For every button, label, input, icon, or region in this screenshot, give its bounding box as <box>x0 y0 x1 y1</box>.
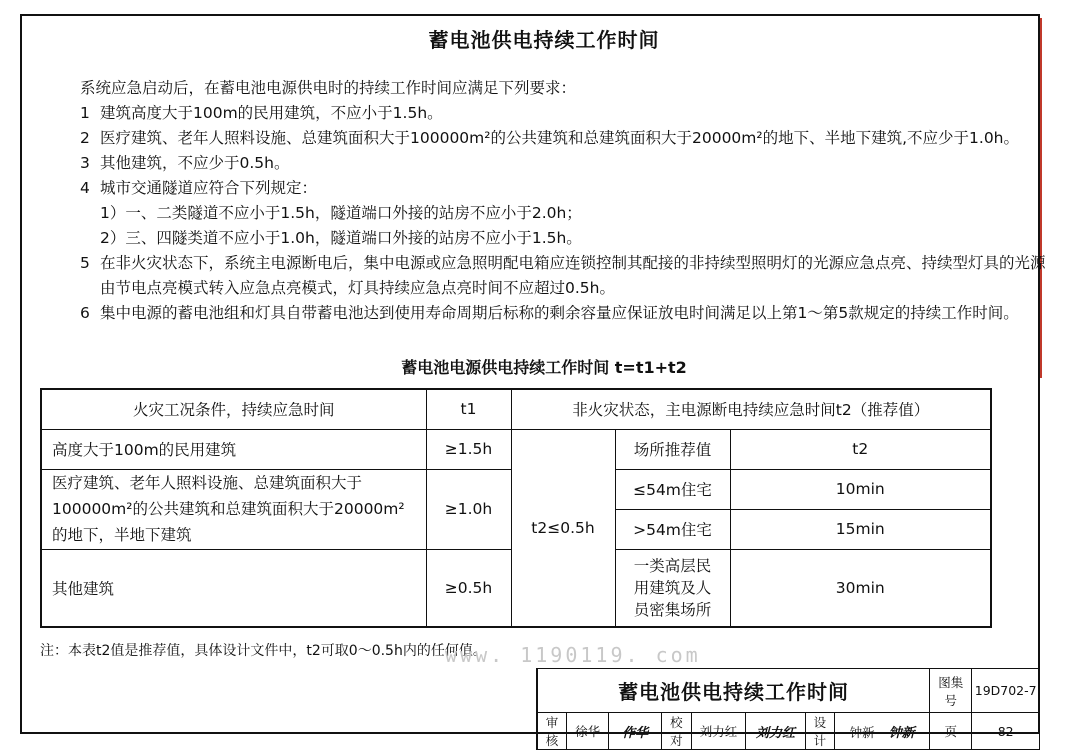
row-condition-line: 的地下，半地下建筑 <box>52 526 192 544</box>
requirement-6 <box>80 301 1020 326</box>
requirement-3 <box>80 151 1020 176</box>
atlas-label: 图集号 <box>930 669 972 713</box>
title-block <box>536 668 1040 750</box>
header-t2: 非火灾状态，主电源断电持续应急时间t2（推荐值） <box>511 389 991 429</box>
requirement-text: 建筑高度大于100m的民用建筑，不应小于1.5h。 <box>100 104 443 122</box>
requirement-text: 城市交通隧道应符合下列规定： <box>100 179 318 197</box>
header-condition: 火灾工况条件，持续应急时间 <box>41 389 426 429</box>
table-title: 蓄电池电源供电持续工作时间 t=t1+t2 <box>401 358 687 377</box>
watermark: www. 1190119. com <box>445 643 701 667</box>
requirement-5 <box>80 251 1046 276</box>
table-header-row <box>41 389 991 429</box>
place-name-line: 员密集场所 <box>633 600 712 619</box>
duration-table <box>40 388 992 628</box>
row-condition: 其他建筑 <box>41 549 426 627</box>
table-note: 注：本表t2值是推荐值，具体设计文件中，t2可取0～0.5h内的任何值。 <box>40 643 487 659</box>
requirement-text: 集中电源的蓄电池组和灯具自带蓄电池达到使用寿命周期后标称的剩余容量应保证放电时间满足以上第1～第5款规定的持续工作时间。 <box>100 304 1019 322</box>
requirement-4-sub-2: 2）三、四隧类道不应小于1.0h，隧道端口外接的站房不应小于1.5h。 <box>100 229 582 247</box>
check-label: 校对 <box>662 713 692 750</box>
title-block-title: 蓄电池供电持续工作时间 <box>537 669 930 713</box>
row-condition-line: 100000m²的公共建筑和总建筑面积大于20000m² <box>52 500 405 518</box>
table-row <box>41 429 991 469</box>
place-name: >54m住宅 <box>615 509 730 549</box>
row-t1: ≥1.5h <box>426 429 511 469</box>
reviewer-name: 徐华 <box>567 713 609 750</box>
requirements-section <box>80 76 1046 326</box>
design-label: 设计 <box>805 713 835 750</box>
sub-header-place: 场所推荐值 <box>615 429 730 469</box>
page-title: 蓄电池供电持续工作时间 <box>428 28 660 52</box>
checker-signature: 刘力红 <box>746 713 805 750</box>
designer-signature: 钟新 <box>888 725 915 741</box>
row-condition <box>41 469 426 549</box>
requirement-number: 6 <box>80 304 90 322</box>
reviewer-signature: 作华 <box>609 713 662 750</box>
requirement-4-sub-1: 1）一、二类隧道不应小于1.5h，隧道端口外接的站房不应小于2.0h； <box>100 204 582 222</box>
page-label: 页 <box>930 713 972 750</box>
row-t1: ≥0.5h <box>426 549 511 627</box>
place-name: ≤54m住宅 <box>615 469 730 509</box>
requirement-number: 3 <box>80 154 90 172</box>
designer-cell <box>835 713 930 750</box>
place-t2: 10min <box>730 469 991 509</box>
place-name-line: 一类高层民 <box>633 556 712 575</box>
requirement-2 <box>80 126 1020 151</box>
requirement-1 <box>80 101 1020 126</box>
margin-red-line <box>1040 18 1042 378</box>
row-t1: ≥1.0h <box>426 469 511 549</box>
row-condition: 高度大于100m的民用建筑 <box>41 429 426 469</box>
requirement-number: 2 <box>80 129 90 147</box>
requirement-number: 1 <box>80 104 90 122</box>
requirement-text: 医疗建筑、老年人照料设施、总建筑面积大于100000m²的公共建筑和总建筑面积大于20000m²的地下、半地下建筑,不应少于1.0h。 <box>100 129 1020 147</box>
requirement-number: 4 <box>80 179 90 197</box>
title-block-sign-row <box>537 713 1040 750</box>
place-name-line: 用建筑及人 <box>633 578 712 597</box>
atlas-number: 19D702-7 <box>972 669 1040 713</box>
checker-name: 刘力红 <box>691 713 746 750</box>
requirement-4 <box>80 176 1020 201</box>
review-label: 审核 <box>537 713 567 750</box>
requirement-number: 5 <box>80 254 90 272</box>
sub-header-t2: t2 <box>730 429 991 469</box>
place-name <box>615 549 730 627</box>
place-t2: 30min <box>730 549 991 627</box>
page-number: 82 <box>972 713 1040 750</box>
requirement-text: 在非火灾状态下，系统主电源断电后，集中电源或应急照明配电箱应连锁控制其配接的非持续型照明灯的光源应急点亮、持续型灯具的光源 <box>100 254 1046 272</box>
requirement-5-continued: 由节电点亮模式转入应急点亮模式，灯具持续应急点亮时间不应超过0.5h。 <box>100 279 615 297</box>
title-block-top-row <box>537 669 1040 713</box>
requirements-intro: 系统应急启动后，在蓄电池电源供电时的持续工作时间应满足下列要求： <box>80 79 577 97</box>
row-condition-line: 医疗建筑、老年人照料设施、总建筑面积大于 <box>52 474 363 492</box>
t2-range: t2≤0.5h <box>511 429 615 627</box>
place-t2: 15min <box>730 509 991 549</box>
designer-name: 钟新 <box>849 724 875 740</box>
requirement-text: 其他建筑，不应少于0.5h。 <box>100 154 290 172</box>
header-t1: t1 <box>426 389 511 429</box>
